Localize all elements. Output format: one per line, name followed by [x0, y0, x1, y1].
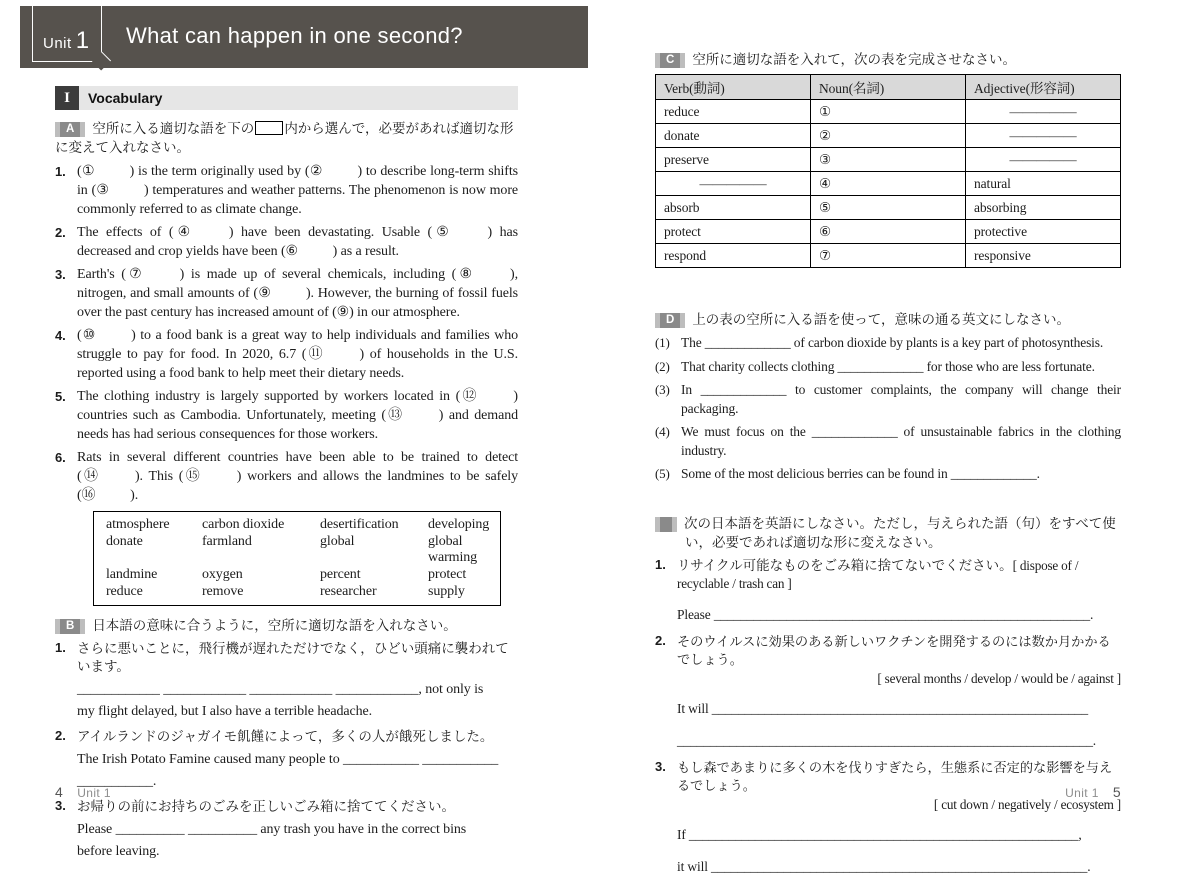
left-page	[55, 86, 518, 868]
word: remove	[202, 584, 244, 599]
item-number: 2.	[55, 728, 66, 743]
japanese-prompt: もし森であまりに多くの木を伐りすぎたら，生態系に否定的な影響を与えるでしょう。	[677, 759, 1113, 793]
item-text: Some of the most delicious berries can be found in _____________.	[681, 466, 1040, 481]
page-number: 5	[1112, 784, 1121, 800]
section-b-heading	[55, 616, 518, 635]
cell-verb: protect	[656, 220, 811, 244]
unit-title: What can happen in one second?	[126, 23, 463, 48]
exercise-a-item	[55, 326, 518, 383]
exercise-e-item	[655, 633, 1121, 751]
section-e-heading	[636, 514, 1121, 552]
exercise-e-item	[655, 759, 1121, 877]
item-number: 6.	[55, 450, 66, 465]
exercise-a-item	[55, 448, 518, 505]
unit-word: Unit	[43, 35, 72, 52]
word: desertification	[320, 517, 399, 532]
item-number: 3.	[55, 267, 66, 282]
word: global warming	[428, 534, 478, 565]
cell-adjective: natural	[966, 172, 1121, 196]
col-header-adjective: Adjective(形容詞)	[966, 75, 1121, 100]
answer-line: Please _________________________________________________________.	[677, 606, 1094, 622]
section-c-instruction: 空所に適切な語を入れて，次の表を完成させなさい。	[692, 52, 1017, 67]
section-a-instruction-prefix: 空所に入る適切な語を下の	[92, 121, 255, 136]
exercise-a-item	[55, 223, 518, 261]
word: developing	[428, 517, 490, 532]
left-page-footer	[55, 784, 111, 800]
table-row	[656, 124, 1121, 148]
word: percent	[320, 567, 361, 582]
item-text: The effects of (④ ) have been devastating. Usable (⑤ ) has decreased and crop yields have been (⑥ ) as a result.	[77, 225, 518, 259]
cell-noun: ⑥	[811, 220, 966, 244]
exercise-d-item	[655, 465, 1121, 484]
cell-verb: reduce	[656, 100, 811, 124]
section-d-label: D	[655, 313, 685, 328]
cell-adjective: ―――――	[966, 100, 1121, 124]
answer-line: before leaving.	[77, 844, 160, 859]
item-text: In _____________ to customer complaints, the company will change their packaging.	[681, 382, 1121, 416]
item-number: 5.	[55, 389, 66, 404]
unit-box-notch	[92, 51, 111, 70]
section-title: Vocabulary	[88, 90, 163, 106]
japanese-prompt: さらに悪いことに，飛行機が遅れただけでなく，ひどい頭痛に襲われています。	[77, 641, 509, 674]
exercise-a-item	[55, 162, 518, 219]
answer-line: Please __________ __________ any trash you have in the correct bins	[77, 822, 467, 837]
table-row	[656, 220, 1121, 244]
word: carbon dioxide	[202, 517, 285, 532]
japanese-prompt: アイルランドのジャガイモ飢饉によって，多くの人が餓死しました。	[77, 729, 494, 744]
page-number: 4	[55, 784, 64, 800]
table-header-row	[656, 75, 1121, 100]
section-c-heading	[655, 50, 1121, 69]
table-row	[656, 196, 1121, 220]
exercise-b-item	[55, 728, 518, 793]
japanese-prompt	[677, 557, 1121, 593]
footer-unit-label: Unit 1	[1065, 786, 1099, 800]
item-text: That charity collects clothing _____________ for those who are less fortunate.	[681, 358, 1095, 374]
item-number: (4)	[655, 424, 670, 439]
item-number: 2.	[55, 225, 66, 240]
item-text: Earth's (⑦ ) is made up of several chemicals, including (⑧ ), nitrogen, and small amounts of (⑨ ). However, the burning of fossil fuels over the past century has increased amount of (⑨) in our atmosphere.	[77, 267, 518, 320]
table-row	[656, 244, 1121, 268]
cell-adjective: ―――――	[966, 124, 1121, 148]
word: supply	[428, 584, 465, 599]
word: protect	[428, 567, 467, 582]
cell-adjective: absorbing	[966, 196, 1121, 220]
word-choice-box	[93, 511, 501, 606]
unit-label	[43, 27, 90, 55]
item-number: (5)	[655, 466, 670, 481]
section-e-instruction: 次の日本語を英語にしなさい。ただし，与えられた語（句）をすべて使い，必要であれば適切な形に変えなさい。	[684, 515, 1116, 550]
word: farmland	[202, 534, 252, 549]
item-number: 1.	[55, 164, 66, 179]
blank-box-glyph	[255, 121, 283, 135]
answer-line: ___________.	[77, 774, 157, 789]
cell-noun: ①	[811, 100, 966, 124]
cell-verb: ―――――	[656, 172, 811, 196]
section-e-label: E	[655, 517, 677, 532]
item-text: Rats in several different countries have been able to be trained to detect (⑭ ). This (⑮ ) workers and allows the landmines to be safely (⑯ ).	[77, 450, 518, 503]
cell-noun: ④	[811, 172, 966, 196]
cell-adjective: responsive	[966, 244, 1121, 268]
item-number: (3)	[655, 382, 670, 397]
exercise-d-item	[655, 381, 1121, 418]
cell-verb: respond	[656, 244, 811, 268]
exercise-e-item	[655, 557, 1121, 625]
cell-noun: ⑦	[811, 244, 966, 268]
word: atmosphere	[106, 517, 170, 532]
item-text: The _____________ of carbon dioxide by plants is a key part of photosynthesis.	[681, 335, 1104, 350]
cell-noun: ⑤	[811, 196, 966, 220]
answer-line: ____________ ____________ ____________ ____________, not only is	[77, 682, 484, 697]
section-a-instruction-suffix: 内から選んで，必要があれば適切な形に変えて入れなさい。	[55, 121, 514, 155]
table-row	[656, 172, 1121, 196]
cell-noun: ③	[811, 148, 966, 172]
exercise-d-item	[655, 358, 1121, 377]
word: donate	[106, 534, 143, 549]
word: landmine	[106, 567, 158, 582]
item-text: The clothing industry is largely supported by workers located in (⑫ ) countries such as Cambodia. Unfortunately, meeting (⑬ ) and demand needs has had serious consequences for those workers.	[77, 389, 518, 442]
vocabulary-section-bar	[55, 86, 518, 110]
section-b-instruction: 日本語の意味に合うように，空所に適切な語を入れなさい。	[92, 618, 457, 633]
item-number: 1.	[655, 556, 666, 572]
japanese-prompt: お帰りの前にお持ちのごみを正しいごみ箱に捨ててください。	[77, 799, 455, 814]
answer-line: it will _________________________________________________________.	[677, 858, 1091, 874]
exercise-b-item	[55, 798, 518, 863]
section-d-instruction: 上の表の空所に入る語を使って，意味の通る英文にしなさい。	[692, 312, 1071, 327]
exercise-a-item	[55, 387, 518, 444]
table-row	[656, 100, 1121, 124]
exercise-d-item	[655, 423, 1121, 460]
exercise-a-item	[55, 265, 518, 322]
section-numeral: I	[55, 86, 79, 110]
answer-line: _______________________________________________________________.	[677, 732, 1097, 748]
cell-adjective: protective	[966, 220, 1121, 244]
item-text: (① ) is the term originally used by (② ) to describe long-term shifts in (③ ) temperatures and weather patterns. The phenomenon is now more commonly referred to as climate change.	[77, 164, 518, 217]
cell-verb: absorb	[656, 196, 811, 220]
footer-unit-label: Unit 1	[77, 786, 111, 800]
item-text: We must focus on the _____________ of unsustainable fabrics in the clothing industry.	[681, 424, 1121, 458]
word-hint: [ cut down / negatively / ecosystem ]	[933, 796, 1121, 812]
word: researcher	[320, 584, 377, 599]
item-number: 3.	[55, 798, 66, 813]
section-d-heading	[655, 310, 1121, 329]
word-hint: [ several months / develop / would be / against ]	[877, 670, 1121, 686]
exercise-b-item	[55, 640, 518, 723]
word: reduce	[106, 584, 143, 599]
unit-number: 1	[75, 27, 90, 54]
unit-number-box	[32, 0, 102, 62]
word-forms-table	[655, 74, 1121, 268]
right-page-footer	[655, 784, 1121, 800]
col-header-noun: Noun(名詞)	[811, 75, 966, 100]
col-header-verb: Verb(動詞)	[656, 75, 811, 100]
right-page	[636, 50, 1121, 885]
item-number: 3.	[655, 758, 666, 774]
item-number: 2.	[655, 632, 666, 648]
cell-noun: ②	[811, 124, 966, 148]
cell-verb: donate	[656, 124, 811, 148]
section-a-label: A	[55, 122, 85, 137]
section-c-label: C	[655, 53, 685, 68]
word: global	[320, 534, 355, 549]
japanese-prompt: そのウイルスに効果のある新しいワクチンを開発するのには数か月かかるでしょう。	[677, 633, 1111, 667]
unit-banner	[20, 6, 588, 68]
item-number: (1)	[655, 335, 670, 350]
word: oxygen	[202, 567, 243, 582]
word-hint: [ dispose of / recyclable / trash can ]	[677, 557, 1079, 591]
section-b-label: B	[55, 619, 85, 634]
item-number: 1.	[55, 640, 66, 655]
section-a-heading	[55, 119, 518, 157]
answer-line: It will _________________________________________________________	[677, 700, 1088, 716]
cell-adjective: ―――――	[966, 148, 1121, 172]
answer-line: If ___________________________________________________________,	[677, 826, 1082, 842]
item-text: (⑩ ) to a food bank is a great way to help individuals and families who struggle to pay for food. In 2020, 6.7 (⑪ ) of households in the U.S. reported using a food bank to help meet their dietary needs.	[77, 328, 518, 381]
exercise-d-item	[655, 334, 1121, 353]
answer-line: The Irish Potato Famine caused many people to ___________ ___________	[77, 752, 499, 767]
item-number: (2)	[655, 358, 670, 374]
cell-verb: preserve	[656, 148, 811, 172]
japanese-text: リサイクル可能なものをごみ箱に捨てないでください。	[677, 557, 1013, 573]
table-row	[656, 148, 1121, 172]
item-number: 4.	[55, 328, 66, 343]
answer-line: my flight delayed, but I also have a terrible headache.	[77, 704, 372, 719]
